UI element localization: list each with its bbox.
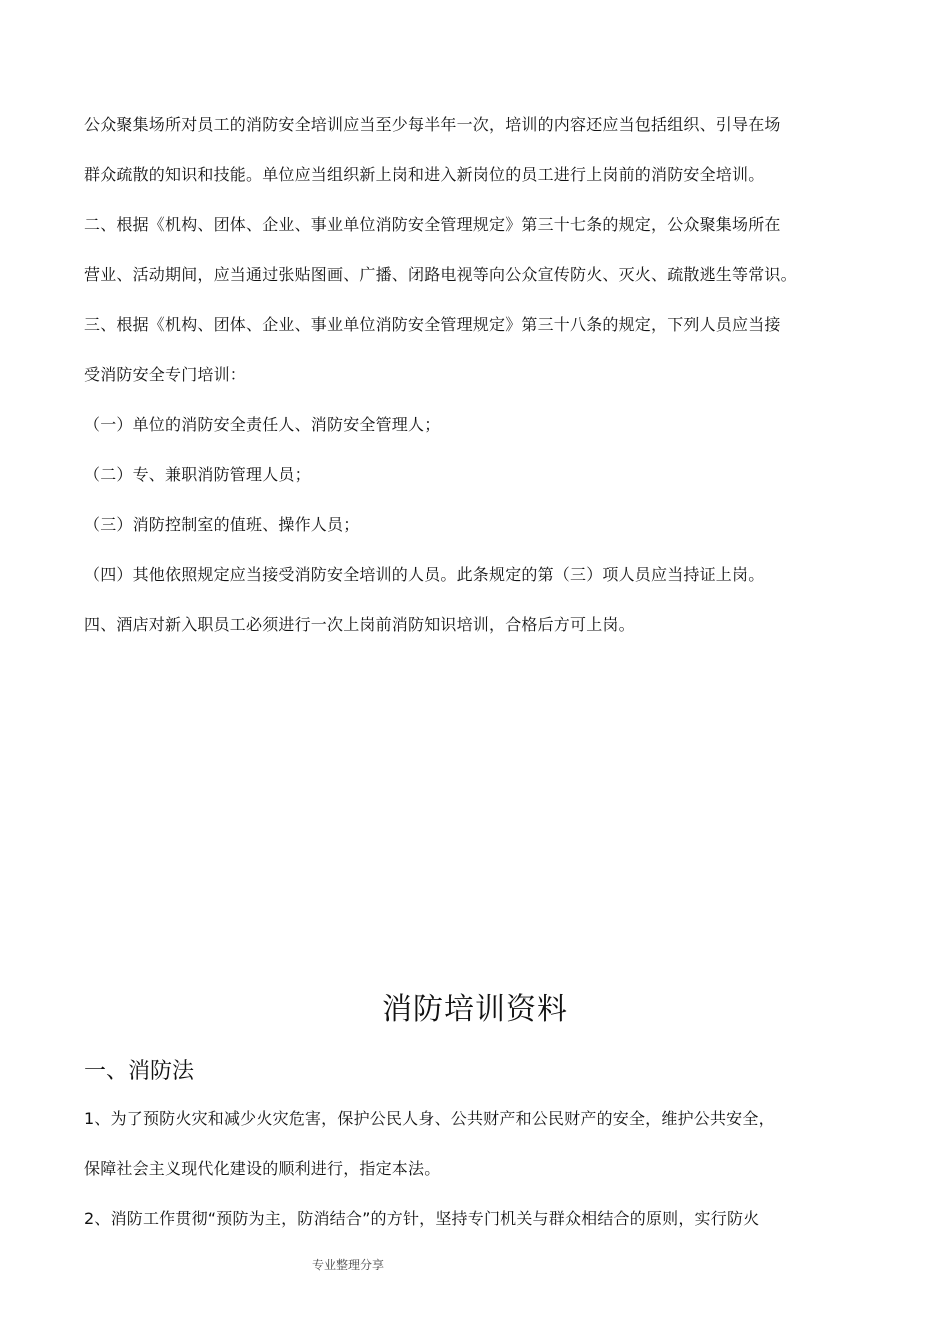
paragraph-line: 四、酒店对新入职员工必须进行一次上岗前消防知识培训，合格后方可上岗。 <box>84 615 635 634</box>
section-heading: 一、消防法 <box>84 1059 195 1084</box>
list-item: （一）单位的消防安全责任人、消防安全管理人； <box>84 415 441 434</box>
paragraph-line: 1、为了预防火灾和减少火灾危害，保护公民人身、公共财产和公民财产的安全，维护公共安全， <box>84 1109 775 1128</box>
list-item: （四）其他依照规定应当接受消防安全培训的人员。此条规定的第（三）项人员应当持证上岗。 <box>84 565 765 584</box>
page-title: 消防培训资料 <box>382 992 568 1027</box>
paragraph-line: 保障社会主义现代化建设的顺利进行，指定本法。 <box>84 1159 441 1178</box>
list-item: （二）专、兼职消防管理人员； <box>84 465 311 484</box>
page-footer: 专业整理分享 <box>312 1258 385 1272</box>
paragraph-line: 三、根据《机构、团体、企业、事业单位消防安全管理规定》第三十八条的规定，下列人员应当接 <box>84 315 781 334</box>
paragraph-line: 群众疏散的知识和技能。单位应当组织新上岗和进入新岗位的员工进行上岗前的消防安全培训。 <box>84 165 765 184</box>
paragraph-line: 二、根据《机构、团体、企业、事业单位消防安全管理规定》第三十七条的规定，公众聚集场所在 <box>84 215 781 234</box>
paragraph-line: 营业、活动期间，应当通过张贴图画、广播、闭路电视等向公众宣传防火、灭火、疏散逃生等常识。 <box>84 265 797 284</box>
list-item: （三）消防控制室的值班、操作人员； <box>84 515 360 534</box>
paragraph-line: 受消防安全专门培训： <box>84 365 247 384</box>
paragraph-line: 2、消防工作贯彻“预防为主，防消结合”的方针，坚持专门机关与群众相结合的原则，实行防火 <box>84 1209 760 1228</box>
paragraph-line: 公众聚集场所对员工的消防安全培训应当至少每半年一次，培训的内容还应当包括组织、引导在场 <box>84 115 781 134</box>
